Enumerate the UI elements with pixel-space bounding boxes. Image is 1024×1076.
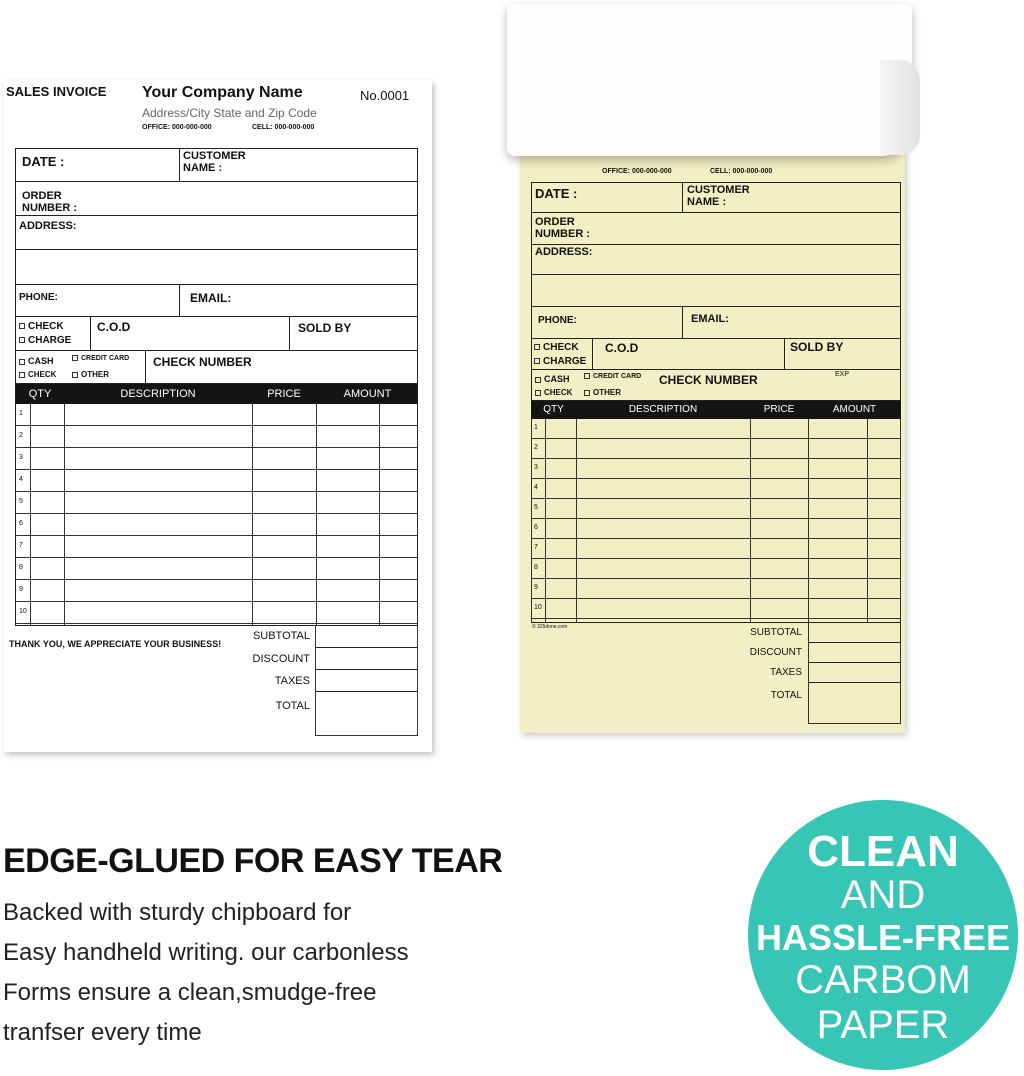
yellow-table-row: [531, 499, 901, 519]
yellow-table-row: [531, 539, 901, 559]
checkbox-icon: [19, 372, 25, 378]
yellow-items-table-header: [531, 401, 901, 419]
sold-by-label: SOLD BY: [298, 321, 352, 335]
total-label: TOTAL: [275, 700, 310, 712]
checkbox-icon: [19, 323, 25, 329]
table-row: [16, 558, 417, 580]
table-row: [16, 426, 417, 448]
check-option[interactable]: [19, 321, 64, 332]
yellow-address-label: ADDRESS:: [535, 246, 593, 258]
column-amount: AMOUNT: [343, 388, 392, 400]
row-number: 4: [19, 476, 23, 483]
cash-option[interactable]: [19, 356, 54, 366]
phone-label: PHONE:: [19, 292, 58, 303]
row-number: 8: [19, 564, 23, 571]
yellow-column-price: PRICE: [763, 404, 795, 415]
items-table: [15, 384, 418, 626]
yellow-charge-option-label: CHARGE: [543, 356, 587, 367]
yellow-customer-name-label: CUSTOMER NAME :: [687, 184, 750, 208]
column-qty: QTY: [28, 388, 52, 400]
checkbox-icon: [19, 337, 25, 343]
yellow-table-row: [531, 439, 901, 459]
yellow-row-number: 10: [534, 604, 542, 611]
table-row: [16, 404, 417, 426]
yellow-office-phone: OFFICE: 000-000-000: [602, 168, 672, 175]
yellow-row-number: 4: [534, 484, 538, 491]
table-row: [16, 514, 417, 536]
yellow-carbon-sheet: [520, 150, 905, 733]
checkbox-icon: [534, 358, 540, 364]
office-phone: OFFICE: 000-000-000: [142, 124, 212, 131]
white-invoice-sheet: [4, 80, 432, 752]
folded-top-sheet: [507, 4, 912, 156]
yellow-cash-option-label: CASH: [544, 374, 570, 384]
feature-headline: EDGE-GLUED FOR EASY TEAR: [3, 842, 503, 880]
yellow-row-number: 9: [534, 584, 538, 591]
yellow-taxes-label: TAXES: [769, 667, 802, 678]
row-number: 10: [19, 608, 27, 615]
yellow-row-number: 1: [534, 424, 538, 431]
row-number: 1: [19, 410, 23, 417]
table-row: [16, 470, 417, 492]
yellow-cash-option[interactable]: [535, 374, 570, 384]
yellow-table-row: [531, 559, 901, 579]
feature-line: Easy handheld writing. our carbonless: [3, 939, 409, 966]
yellow-row-number: 3: [534, 464, 538, 471]
charge-option[interactable]: [19, 335, 71, 346]
taxes-label: TAXES: [274, 675, 310, 687]
yellow-row-number: 5: [534, 504, 538, 511]
yellow-table-row: [531, 479, 901, 499]
checkbox-icon: [19, 359, 25, 365]
feature-line: Forms ensure a clean,smudge-free: [3, 979, 377, 1006]
cash-option-label: CASH: [28, 356, 54, 366]
checkbox-icon: [534, 344, 540, 350]
yellow-check-option-label: CHECK: [543, 342, 579, 353]
other-option[interactable]: [72, 370, 109, 379]
checkbox-icon: [584, 390, 590, 396]
yellow-sold-by-label: SOLD BY: [790, 340, 844, 354]
checkbox-icon: [584, 373, 590, 379]
order-number-label: ORDER NUMBER :: [22, 190, 77, 214]
yellow-totals-box: [808, 623, 901, 724]
yellow-row-number: 2: [534, 444, 538, 451]
yellow-table-row: [531, 419, 901, 439]
feature-line: tranfser every time: [3, 1019, 202, 1046]
checkbox-icon: [535, 377, 541, 383]
discount-label: DISCOUNT: [252, 653, 310, 665]
checkbox-icon: [72, 372, 78, 378]
badge-line-4: CARBOM: [795, 958, 971, 1002]
yellow-other-option[interactable]: [584, 388, 621, 397]
charge-option-label: CHARGE: [28, 335, 72, 346]
subtotal-label: SUBTOTAL: [252, 630, 310, 642]
email-label: EMAIL:: [190, 291, 232, 305]
row-number: 2: [19, 432, 23, 439]
invoice-title: SALES INVOICE: [6, 84, 107, 99]
totals-box: [315, 626, 418, 736]
yellow-row-number: 8: [534, 564, 538, 571]
yellow-date-label: DATE :: [535, 186, 578, 201]
feature-badge: [748, 800, 1018, 1070]
yellow-table-row: [531, 519, 901, 539]
company-address: Address/City State and Zip Code: [142, 106, 317, 120]
cell-phone: CELL: 000-000-000: [252, 124, 315, 131]
yellow-charge-option[interactable]: [534, 356, 586, 367]
check-option-label: CHECK: [28, 321, 64, 332]
yellow-check-number-label: CHECK NUMBER: [659, 373, 758, 387]
table-row: [16, 492, 417, 514]
yellow-column-description: DESCRIPTION: [628, 404, 698, 415]
yellow-exp-label: EXP: [835, 371, 850, 378]
company-name: Your Company Name: [142, 84, 303, 101]
yellow-phone-label: PHONE:: [538, 315, 577, 326]
address-label: ADDRESS:: [19, 220, 77, 232]
invoice-number: No.0001: [360, 88, 410, 103]
cod-label: C.O.D: [97, 320, 131, 334]
row-number: 6: [19, 520, 23, 527]
yellow-table-row: [531, 579, 901, 599]
yellow-cod-label: C.O.D: [605, 341, 639, 355]
table-row: [16, 580, 417, 602]
feature-line: Backed with sturdy chipboard for: [3, 899, 352, 926]
customer-info-form: [15, 148, 418, 384]
check2-option[interactable]: [19, 370, 56, 379]
yellow-check2-option[interactable]: [535, 388, 572, 397]
badge-line-2: AND: [840, 873, 926, 917]
credit-card-option[interactable]: [72, 355, 129, 362]
row-number: 3: [19, 454, 23, 461]
feature-description: [3, 893, 409, 1053]
date-label: DATE :: [22, 154, 65, 169]
yellow-discount-label: DISCOUNT: [749, 647, 802, 658]
check2-option-label: CHECK: [28, 370, 57, 379]
row-number: 9: [19, 586, 23, 593]
column-price: PRICE: [267, 388, 301, 400]
yellow-total-label: TOTAL: [770, 690, 802, 701]
yellow-row-number: 7: [534, 544, 538, 551]
checkbox-icon: [72, 355, 78, 361]
credit-card-option-label: CREDIT CARD: [81, 355, 130, 362]
customer-name-label: CUSTOMER NAME :: [183, 150, 246, 174]
thank-you-message: THANK YOU, WE APPRECIATE YOUR BUSINESS!: [9, 639, 222, 649]
table-row: [16, 448, 417, 470]
yellow-column-amount: AMOUNT: [832, 404, 877, 415]
row-number: 5: [19, 498, 23, 505]
badge-line-3: HASSLE-FREE: [755, 917, 1011, 958]
table-row: [16, 536, 417, 558]
yellow-other-option-label: OTHER: [593, 388, 621, 397]
yellow-row-number: 6: [534, 524, 538, 531]
yellow-subtotal-label: SUBTOTAL: [750, 627, 802, 638]
yellow-cell-phone: CELL: 000-000-000: [710, 168, 773, 175]
copyright-text: © 325done.com: [532, 624, 568, 630]
badge-line-1: CLEAN: [807, 827, 959, 876]
yellow-check2-option-label: CHECK: [544, 388, 573, 397]
yellow-credit-card-option[interactable]: [584, 373, 641, 380]
badge-line-5: PAPER: [816, 1003, 950, 1047]
yellow-email-label: EMAIL:: [691, 313, 729, 325]
yellow-column-qty: QTY: [543, 404, 564, 415]
yellow-order-number-label: ORDER NUMBER :: [535, 216, 590, 240]
items-table-header: [16, 384, 417, 404]
yellow-table-row: [531, 459, 901, 479]
yellow-table-row: [531, 599, 901, 619]
row-number: 7: [19, 542, 23, 549]
checkbox-icon: [535, 390, 541, 396]
other-option-label: OTHER: [81, 370, 109, 379]
yellow-check-option[interactable]: [534, 342, 579, 353]
yellow-credit-card-option-label: CREDIT CARD: [593, 373, 642, 380]
column-description: DESCRIPTION: [120, 388, 196, 400]
table-row: [16, 602, 417, 624]
yellow-customer-info-form: [531, 182, 901, 401]
sheet-curl: [880, 60, 920, 155]
check-number-label: CHECK NUMBER: [153, 355, 252, 369]
yellow-items-table: [531, 401, 901, 623]
